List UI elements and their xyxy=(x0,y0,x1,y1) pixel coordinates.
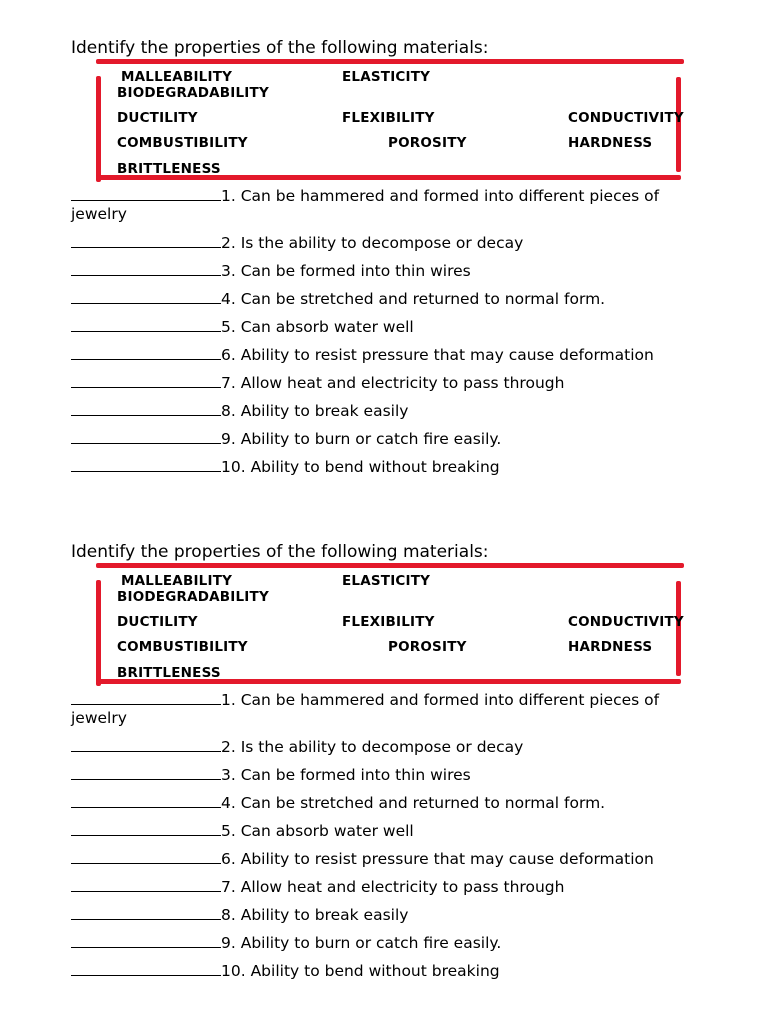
word-elasticity: ELASTICITY xyxy=(342,573,431,589)
word-hardness: HARDNESS xyxy=(568,639,653,655)
word-ductility: DUCTILITY xyxy=(117,614,198,630)
answer-blank[interactable] xyxy=(71,737,221,752)
question-10: 10. Ability to bend without breaking xyxy=(71,457,500,476)
word-flexibility: FLEXIBILITY xyxy=(342,110,435,126)
question-8: 8. Ability to break easily xyxy=(71,905,408,924)
word-malleability: MALLEABILITY xyxy=(121,69,233,85)
answer-blank[interactable] xyxy=(71,233,221,248)
word-biodegradability: BIODEGRADABILITY xyxy=(117,85,269,101)
answer-blank[interactable] xyxy=(71,933,221,948)
word-conductivity: CONDUCTIVITY xyxy=(568,614,684,630)
red-box-left-line xyxy=(96,76,101,182)
question-5: 5. Can absorb water well xyxy=(71,317,414,336)
question-2: 2. Is the ability to decompose or decay xyxy=(71,233,523,252)
worksheet-top xyxy=(0,0,768,500)
answer-blank[interactable] xyxy=(71,317,221,332)
question-3: 3. Can be formed into thin wires xyxy=(71,765,471,784)
question-6: 6. Ability to resist pressure that may cause deformation xyxy=(71,345,654,364)
question-4: 4. Can be stretched and returned to normal form. xyxy=(71,289,605,308)
question-8: 8. Ability to break easily xyxy=(71,401,408,420)
answer-blank[interactable] xyxy=(71,905,221,920)
answer-blank[interactable] xyxy=(71,261,221,276)
question-10: 10. Ability to bend without breaking xyxy=(71,961,500,980)
question-5: 5. Can absorb water well xyxy=(71,821,414,840)
question-9: 9. Ability to burn or catch fire easily. xyxy=(71,933,501,952)
word-porosity: POROSITY xyxy=(388,135,467,151)
answer-blank[interactable] xyxy=(71,345,221,360)
question-7: 7. Allow heat and electricity to pass through xyxy=(71,877,564,896)
word-porosity: POROSITY xyxy=(388,639,467,655)
answer-blank[interactable] xyxy=(71,457,221,472)
word-malleability: MALLEABILITY xyxy=(121,573,233,589)
word-brittleness: BRITTLENESS xyxy=(117,665,221,681)
question-1-continuation: jewelry xyxy=(71,709,127,727)
red-box-top-line xyxy=(96,563,684,568)
word-ductility: DUCTILITY xyxy=(117,110,198,126)
word-brittleness: BRITTLENESS xyxy=(117,161,221,177)
answer-blank[interactable] xyxy=(71,401,221,416)
question-3: 3. Can be formed into thin wires xyxy=(71,261,471,280)
question-1: 1. Can be hammered and formed into different pieces of xyxy=(71,186,659,205)
answer-blank[interactable] xyxy=(71,877,221,892)
answer-blank[interactable] xyxy=(71,429,221,444)
answer-blank[interactable] xyxy=(71,765,221,780)
worksheet-title: Identify the properties of the following materials: xyxy=(71,38,489,58)
answer-blank[interactable] xyxy=(71,821,221,836)
answer-blank[interactable] xyxy=(71,961,221,976)
answer-blank[interactable] xyxy=(71,793,221,808)
word-combustibility: COMBUSTIBILITY xyxy=(117,639,248,655)
answer-blank[interactable] xyxy=(71,186,221,201)
answer-blank[interactable] xyxy=(71,690,221,705)
question-6: 6. Ability to resist pressure that may cause deformation xyxy=(71,849,654,868)
worksheet-bottom xyxy=(0,504,768,1004)
question-7: 7. Allow heat and electricity to pass through xyxy=(71,373,564,392)
question-1: 1. Can be hammered and formed into different pieces of xyxy=(71,690,659,709)
red-box-left-line xyxy=(96,580,101,686)
question-2: 2. Is the ability to decompose or decay xyxy=(71,737,523,756)
word-combustibility: COMBUSTIBILITY xyxy=(117,135,248,151)
question-9: 9. Ability to burn or catch fire easily. xyxy=(71,429,501,448)
answer-blank[interactable] xyxy=(71,373,221,388)
word-hardness: HARDNESS xyxy=(568,135,653,151)
word-conductivity: CONDUCTIVITY xyxy=(568,110,684,126)
answer-blank[interactable] xyxy=(71,289,221,304)
question-1-continuation: jewelry xyxy=(71,205,127,223)
word-flexibility: FLEXIBILITY xyxy=(342,614,435,630)
worksheet-title: Identify the properties of the following materials: xyxy=(71,542,489,562)
question-4: 4. Can be stretched and returned to normal form. xyxy=(71,793,605,812)
red-box-top-line xyxy=(96,59,684,64)
answer-blank[interactable] xyxy=(71,849,221,864)
word-biodegradability: BIODEGRADABILITY xyxy=(117,589,269,605)
word-elasticity: ELASTICITY xyxy=(342,69,431,85)
